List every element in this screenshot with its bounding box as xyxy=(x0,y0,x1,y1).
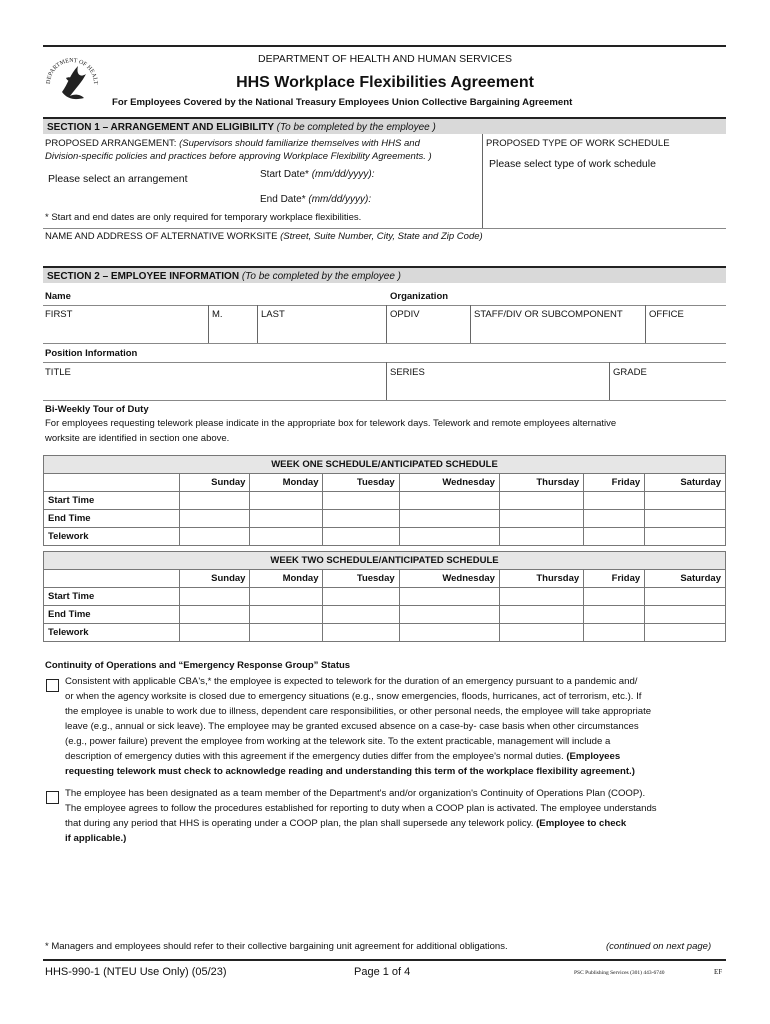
alt-worksite-rule xyxy=(43,228,726,229)
telework-emergency-checkbox[interactable] xyxy=(46,679,59,692)
day-wednesday: Wednesday xyxy=(399,570,499,588)
ef-mark: EF xyxy=(714,968,723,976)
w2-start-wed[interactable] xyxy=(399,588,499,606)
w2-end-sat[interactable] xyxy=(645,606,726,624)
w2-tw-wed[interactable] xyxy=(399,624,499,642)
w2-tw-mon[interactable] xyxy=(250,624,323,642)
first-name-field[interactable]: FIRST xyxy=(45,309,73,320)
w2-start-sat[interactable] xyxy=(645,588,726,606)
w1-end-thu[interactable] xyxy=(499,510,583,528)
w1-start-tue[interactable] xyxy=(323,492,399,510)
w2-tw-tue[interactable] xyxy=(323,624,399,642)
footer-note: * Managers and employees should refer to their collective bargaining unit agreement for additional obligations. xyxy=(45,941,508,952)
section1-note: (To be completed by the employee ) xyxy=(276,122,436,133)
w2-start-fri[interactable] xyxy=(584,588,645,606)
tour-text-2: worksite are identified in section one above. xyxy=(45,433,230,444)
para1-line: (e.g., power failure) prevent the employee from working at the telework site. To the extent practicable, management will include a xyxy=(65,736,611,747)
w2-end-tue[interactable] xyxy=(323,606,399,624)
name-row-bottom xyxy=(43,343,726,344)
day-thursday: Thursday xyxy=(499,474,583,492)
w2-tw-sat[interactable] xyxy=(645,624,726,642)
day-tuesday: Tuesday xyxy=(323,570,399,588)
staff-div-field[interactable]: STAFF/DIV OR SUBCOMPONENT xyxy=(474,309,623,320)
top-rule xyxy=(43,45,726,47)
row-telework: Telework xyxy=(44,528,180,546)
w1-end-wed[interactable] xyxy=(399,510,499,528)
day-saturday: Saturday xyxy=(645,570,726,588)
proposed-arrangement-label: PROPOSED ARRANGEMENT: (Supervisors should familiarize themselves with HHS and xyxy=(45,138,420,149)
arrangement-select[interactable]: Please select an arrangement xyxy=(48,173,188,185)
w1-start-mon[interactable] xyxy=(250,492,323,510)
w1-tw-fri[interactable] xyxy=(584,528,645,546)
schedule-type-label: PROPOSED TYPE OF WORK SCHEDULE xyxy=(486,138,670,149)
organization-label: Organization xyxy=(390,291,449,302)
w1-end-sat[interactable] xyxy=(645,510,726,528)
day-friday: Friday xyxy=(584,474,645,492)
w2-end-mon[interactable] xyxy=(250,606,323,624)
w2-tw-sun[interactable] xyxy=(180,624,250,642)
day-saturday: Saturday xyxy=(645,474,726,492)
para2-line: The employee has been designated as a team member of the Department's and/or organization's Continuity of Operations Plan (COOP). xyxy=(65,788,646,799)
w1-start-wed[interactable] xyxy=(399,492,499,510)
form-id: HHS-990-1 (NTEU Use Only) (05/23) xyxy=(45,966,227,978)
coop-member-checkbox[interactable] xyxy=(46,791,59,804)
divider xyxy=(609,362,610,400)
para1-line: requesting telework must check to acknowledge reading and understanding this term of the workplace flexibility agreement.) xyxy=(65,766,635,777)
para1-line: or when the agency worksite is closed due to emergency situations (e.g., snow emergencies, floods, hurricanes, act of terrorism, etc.). If xyxy=(65,691,642,702)
tour-label: Bi-Weekly Tour of Duty xyxy=(45,404,149,415)
day-tuesday: Tuesday xyxy=(323,474,399,492)
schedule-type-select[interactable]: Please select type of work schedule xyxy=(489,158,656,170)
w2-start-mon[interactable] xyxy=(250,588,323,606)
section1-title: SECTION 1 – ARRANGEMENT AND ELIGIBILITY xyxy=(47,122,274,133)
day-sunday: Sunday xyxy=(180,570,250,588)
position-row-top xyxy=(43,362,726,363)
tour-text-1: For employees requesting telework please indicate in the appropriate box for telework days. Telework and remote employees alternative xyxy=(45,418,617,429)
day-monday: Monday xyxy=(250,570,323,588)
para1-line: Consistent with applicable CBA's,* the employee is expected to telework for the duration of an emergency pursuant to a pandemic and/ xyxy=(65,676,638,687)
day-wednesday: Wednesday xyxy=(399,474,499,492)
corner-cell xyxy=(44,570,180,588)
grade-field[interactable]: GRADE xyxy=(613,367,647,378)
w2-end-thu[interactable] xyxy=(499,606,583,624)
para1-line: the employee is unable to work due to illness, dependent care responsibilities, or other personal needs, the employee will take appropriate xyxy=(65,706,652,717)
dates-note: * Start and end dates are only required for temporary workplace flexibilities. xyxy=(45,212,362,223)
department-name: DEPARTMENT OF HEALTH AND HUMAN SERVICES xyxy=(258,53,512,65)
day-friday: Friday xyxy=(584,570,645,588)
proposed-arrangement-note: Division-specific policies and practices before approving Workplace Flexibility Agreements. ) xyxy=(45,151,432,162)
w1-end-tue[interactable] xyxy=(323,510,399,528)
section1-divider xyxy=(482,134,483,228)
w1-start-sun[interactable] xyxy=(180,492,250,510)
w1-tw-mon[interactable] xyxy=(250,528,323,546)
para2-line: The employee agrees to follow the procedures established for reporting to duty when a COOP plan is activated. The employee understands xyxy=(65,803,657,814)
row-end-time: End Time xyxy=(44,606,180,624)
row-telework: Telework xyxy=(44,624,180,642)
week-two-title: WEEK TWO SCHEDULE/ANTICIPATED SCHEDULE xyxy=(44,552,726,570)
divider xyxy=(386,305,387,343)
title-field[interactable]: TITLE xyxy=(45,367,71,378)
week-one-table xyxy=(43,455,726,546)
w2-end-wed[interactable] xyxy=(399,606,499,624)
seal-text: DEPARTMENT OF HEALT xyxy=(45,57,99,85)
name-label: Name xyxy=(45,291,71,302)
name-row-top xyxy=(43,305,726,306)
w2-start-thu[interactable] xyxy=(499,588,583,606)
section2-title: SECTION 2 – EMPLOYEE INFORMATION xyxy=(47,271,240,282)
w1-tw-sat[interactable] xyxy=(645,528,726,546)
w2-start-tue[interactable] xyxy=(323,588,399,606)
w2-end-fri[interactable] xyxy=(584,606,645,624)
divider xyxy=(208,305,209,343)
w1-tw-tue[interactable] xyxy=(323,528,399,546)
day-sunday: Sunday xyxy=(180,474,250,492)
section2-note: (To be completed by the employee ) xyxy=(241,271,402,282)
divider xyxy=(470,305,471,343)
row-start-time: Start Time xyxy=(44,588,180,606)
position-row-bottom xyxy=(43,400,726,401)
start-date-field[interactable]: Start Date* (mm/dd/yyyy): xyxy=(260,169,375,180)
divider xyxy=(645,305,646,343)
para1-line: leave (e.g., annual or sick leave). The employee may be granted excused absence on a case-by- case basis when other circumstances xyxy=(65,721,639,732)
corner-cell xyxy=(44,474,180,492)
w1-tw-sun[interactable] xyxy=(180,528,250,546)
continuity-heading: Continuity of Operations and “Emergency Response Group” Status xyxy=(45,660,351,671)
w1-end-fri[interactable] xyxy=(584,510,645,528)
week-two-table xyxy=(43,551,726,642)
para2-line: that during any period that HHS is operating under a COOP plan, the plan shall supersede any telework policy. (Employee to check xyxy=(65,818,627,829)
day-thursday: Thursday xyxy=(499,570,583,588)
divider xyxy=(386,362,387,400)
alt-worksite-field[interactable]: NAME AND ADDRESS OF ALTERNATIVE WORKSITE (Street, Suite Number, City, State and Zip Code) xyxy=(45,231,483,242)
opdiv-field[interactable]: OPDIV xyxy=(390,309,420,320)
office-field[interactable]: OFFICE xyxy=(649,309,684,320)
w1-end-sun[interactable] xyxy=(180,510,250,528)
w1-tw-wed[interactable] xyxy=(399,528,499,546)
w2-tw-thu[interactable] xyxy=(499,624,583,642)
week-one-title: WEEK ONE SCHEDULE/ANTICIPATED SCHEDULE xyxy=(44,456,726,474)
continuity-paragraph-1 xyxy=(65,674,727,779)
last-name-field[interactable]: LAST xyxy=(261,309,285,320)
w2-start-sun[interactable] xyxy=(180,588,250,606)
form-subtitle: For Employees Covered by the National Treasury Employees Union Collective Bargaining Agreement xyxy=(112,97,573,108)
page-number: Page 1 of 4 xyxy=(354,966,411,978)
para2-line: if applicable.) xyxy=(65,833,127,844)
w1-end-mon[interactable] xyxy=(250,510,323,528)
section1-header xyxy=(43,117,726,134)
w1-start-sat[interactable] xyxy=(645,492,726,510)
footer-rule xyxy=(43,959,726,961)
position-label: Position Information xyxy=(45,348,138,359)
w1-tw-thu[interactable] xyxy=(499,528,583,546)
publisher: PSC Publishing Services (301) 443-6740 xyxy=(574,970,665,976)
row-start-time: Start Time xyxy=(44,492,180,510)
continuity-paragraph-2 xyxy=(65,786,727,846)
middle-initial-field[interactable]: M. xyxy=(212,309,223,320)
section2-header xyxy=(43,266,726,283)
row-end-time: End Time xyxy=(44,510,180,528)
w1-start-fri[interactable] xyxy=(584,492,645,510)
continued-note: (continued on next page) xyxy=(606,941,712,952)
series-field[interactable]: SERIES xyxy=(390,367,425,378)
end-date-field[interactable]: End Date* (mm/dd/yyyy): xyxy=(260,194,372,205)
divider xyxy=(257,305,258,343)
w2-end-sun[interactable] xyxy=(180,606,250,624)
para1-line: description of emergency duties with this agreement if the emergency duties differ from the employee's normal duties. (Employees xyxy=(65,751,621,762)
w2-tw-fri[interactable] xyxy=(584,624,645,642)
form-title: HHS Workplace Flexibilities Agreement xyxy=(236,74,534,91)
day-monday: Monday xyxy=(250,474,323,492)
w1-start-thu[interactable] xyxy=(499,492,583,510)
